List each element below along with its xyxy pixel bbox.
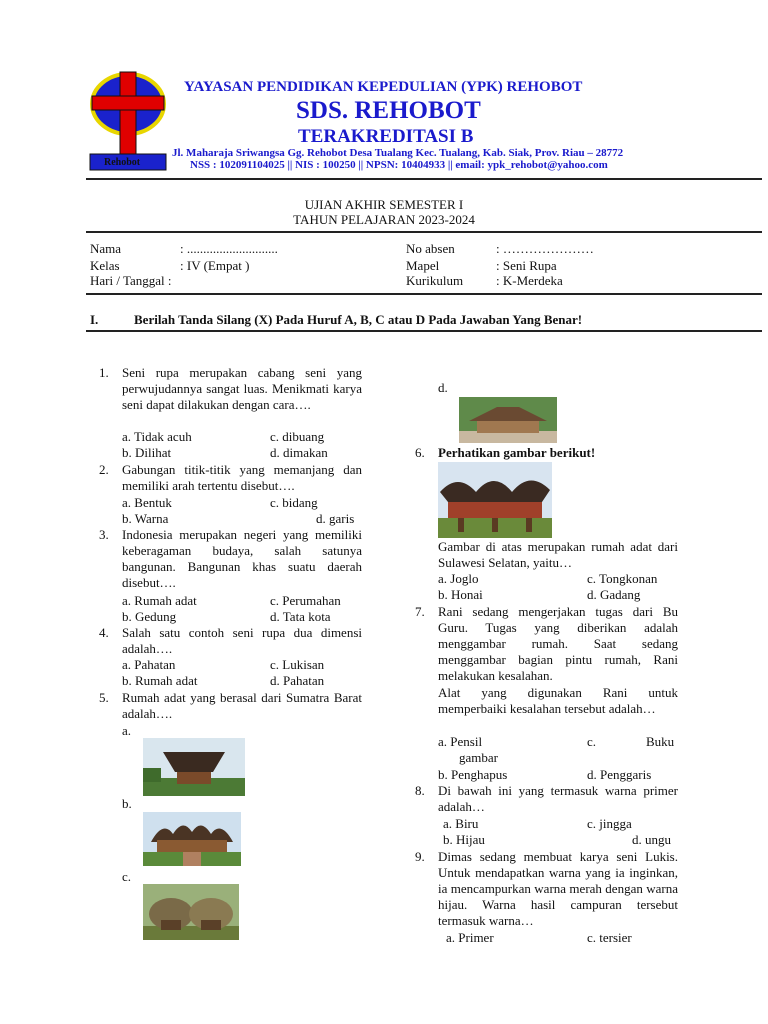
option-a[interactable]: a. Bentuk xyxy=(122,495,172,510)
option-b[interactable]: b. Dilihat xyxy=(122,445,172,460)
school-ids: NSS : 102091104025 || NIS : 100250 || NPSN: 10404933 || email: ypk_rehobot@yahoo.com xyxy=(190,159,608,171)
question-text: Seni rupa merupakan cabang seni yang perwujudannya sangat luas. Menikmati karya seni dapat dilakukan dengan cara…. xyxy=(122,365,362,412)
option-c[interactable]: c. Lukisan xyxy=(270,657,325,672)
option-a[interactable]: a. Biru xyxy=(443,816,479,831)
question-number: 5. xyxy=(99,690,109,705)
option-d[interactable]: d. ungu xyxy=(632,832,671,847)
mapel-label: Mapel xyxy=(406,258,440,273)
option-d[interactable]: d. xyxy=(438,380,448,395)
option-d[interactable]: d. Pahatan xyxy=(270,673,325,688)
section-instruction: Berilah Tanda Silang (X) Pada Huruf A, B, C atau D Pada Jawaban Yang Benar! xyxy=(134,312,583,327)
option-c[interactable]: c. dibuang xyxy=(270,429,325,444)
question-number: 8. xyxy=(415,783,425,798)
nama-label: Nama xyxy=(90,241,122,256)
option-c[interactable]: c. xyxy=(122,869,132,884)
option-b[interactable]: b. Rumah adat xyxy=(122,673,198,688)
accreditation: TERAKREDITASI B xyxy=(298,126,474,147)
joglo-image[interactable] xyxy=(459,397,557,443)
option-a[interactable]: a. Pensil xyxy=(438,734,483,749)
option-b[interactable]: b. Gedung xyxy=(122,609,177,624)
question-number: 3. xyxy=(99,527,109,542)
question-caption: Gambar di atas merupakan rumah adat dari Sulawesi Selatan, yaitu… xyxy=(438,539,678,570)
question-number: 6. xyxy=(415,445,425,460)
question-text-2: Alat yang digunakan Rani untuk memperbaiki kesalahan tersebut adalah… xyxy=(438,685,678,716)
question-text: Indonesia merupakan negeri yang memiliki keberagaman budaya, salah satunya bangunan. Bangunan khas suatu daerah disebut…. xyxy=(122,527,362,590)
option-a-continued: gambar xyxy=(459,750,498,765)
option-b[interactable]: b. Honai xyxy=(438,587,483,602)
kurikulum-label: Kurikulum xyxy=(406,273,464,288)
question-text: Gabungan titik-titik yang memanjang dan memiliki arah tertentu disebut…. xyxy=(122,462,362,493)
absen-field[interactable]: : ………………… xyxy=(496,241,594,256)
option-a[interactable]: a. Rumah adat xyxy=(122,593,197,608)
option-d[interactable]: d. dimakan xyxy=(270,445,328,460)
option-c[interactable]: c. xyxy=(587,734,597,749)
school-address: Jl. Maharaja Sriwangsa Gg. Rehobot Desa Tualang Kec. Tualang, Kab. Siak, Prov. Riau – 28772 xyxy=(172,147,624,159)
exam-year: TAHUN PELAJARAN 2023-2024 xyxy=(293,212,475,227)
option-c[interactable]: c. tersier xyxy=(587,930,632,945)
school-name: SDS. REHOBOT xyxy=(296,97,481,124)
nama-field[interactable]: : ............................ xyxy=(180,241,278,256)
mapel-value: : Seni Rupa xyxy=(496,258,557,273)
option-a[interactable]: a. Tidak acuh xyxy=(122,429,192,444)
option-a[interactable]: a. Joglo xyxy=(438,571,479,586)
kelas-label: Kelas xyxy=(90,258,120,273)
option-d[interactable]: d. garis xyxy=(316,511,355,526)
honai-image[interactable] xyxy=(143,884,239,940)
absen-label: No absen xyxy=(406,241,455,256)
identity-bottom-rule xyxy=(86,293,762,295)
hari-label: Hari / Tanggal : xyxy=(90,273,172,288)
question-number: 2. xyxy=(99,462,109,477)
question-text: Salah satu contoh seni rupa dua dimensi adalah…. xyxy=(122,625,362,656)
question-text: Perhatikan gambar berikut! xyxy=(438,445,596,460)
question-number: 9. xyxy=(415,849,425,864)
rumah-gadang-image[interactable] xyxy=(143,812,241,866)
question-text: Rani sedang mengerjakan tugas dari Bu Guru. Tugas yang diberikan adalah menggambar rumah. Saat sedang menggambar bagian pintu rumah, Rani melakukan kesalahan. xyxy=(438,604,678,683)
section-rule xyxy=(86,330,762,332)
exam-title: UJIAN AKHIR SEMESTER I xyxy=(304,197,464,212)
option-d[interactable]: d. Penggaris xyxy=(587,767,652,782)
tongkonan-image[interactable] xyxy=(438,462,552,538)
option-d[interactable]: d. Tata kota xyxy=(270,609,331,624)
option-a[interactable]: a. xyxy=(122,723,132,738)
option-c[interactable]: c. Perumahan xyxy=(270,593,341,608)
identity-top-rule xyxy=(86,231,762,233)
question-number: 7. xyxy=(415,604,425,619)
header-divider xyxy=(86,178,762,180)
option-a[interactable]: a. Pahatan xyxy=(122,657,176,672)
logo-label: Rehobot xyxy=(104,157,141,168)
option-b[interactable]: b. Warna xyxy=(122,511,169,526)
question-text: Dimas sedang membuat karya seni Lukis. Untuk mendapatkan warna yang ia inginkan, ia mencampurkan warna merah dengan warna hijau. Warna hasil campuran tersebut termasuk warna… xyxy=(438,849,678,928)
kurikulum-value: : K-Merdeka xyxy=(496,273,563,288)
question-number: 4. xyxy=(99,625,109,640)
option-c-text[interactable]: Buku xyxy=(646,734,675,749)
option-b[interactable]: b. xyxy=(122,796,132,811)
section-number: I. xyxy=(90,312,99,327)
rumah-adat-batak-image[interactable] xyxy=(143,738,245,796)
option-c[interactable]: c. bidang xyxy=(270,495,318,510)
question-number: 1. xyxy=(99,365,109,380)
option-b[interactable]: b. Penghapus xyxy=(438,767,508,782)
question-text: Rumah adat yang berasal dari Sumatra Barat adalah…. xyxy=(122,690,362,721)
question-text: Di bawah ini yang termasuk warna primer adalah… xyxy=(438,783,678,814)
kelas-value: : IV (Empat ) xyxy=(180,258,250,273)
foundation-name: YAYASAN PENDIDIKAN KEPEDULIAN (YPK) REHOBOT xyxy=(184,79,583,95)
option-d[interactable]: d. Gadang xyxy=(587,587,641,602)
option-a[interactable]: a. Primer xyxy=(446,930,494,945)
option-c[interactable]: c. Tongkonan xyxy=(587,571,658,586)
option-b[interactable]: b. Hijau xyxy=(443,832,485,847)
option-c[interactable]: c. jingga xyxy=(587,816,632,831)
